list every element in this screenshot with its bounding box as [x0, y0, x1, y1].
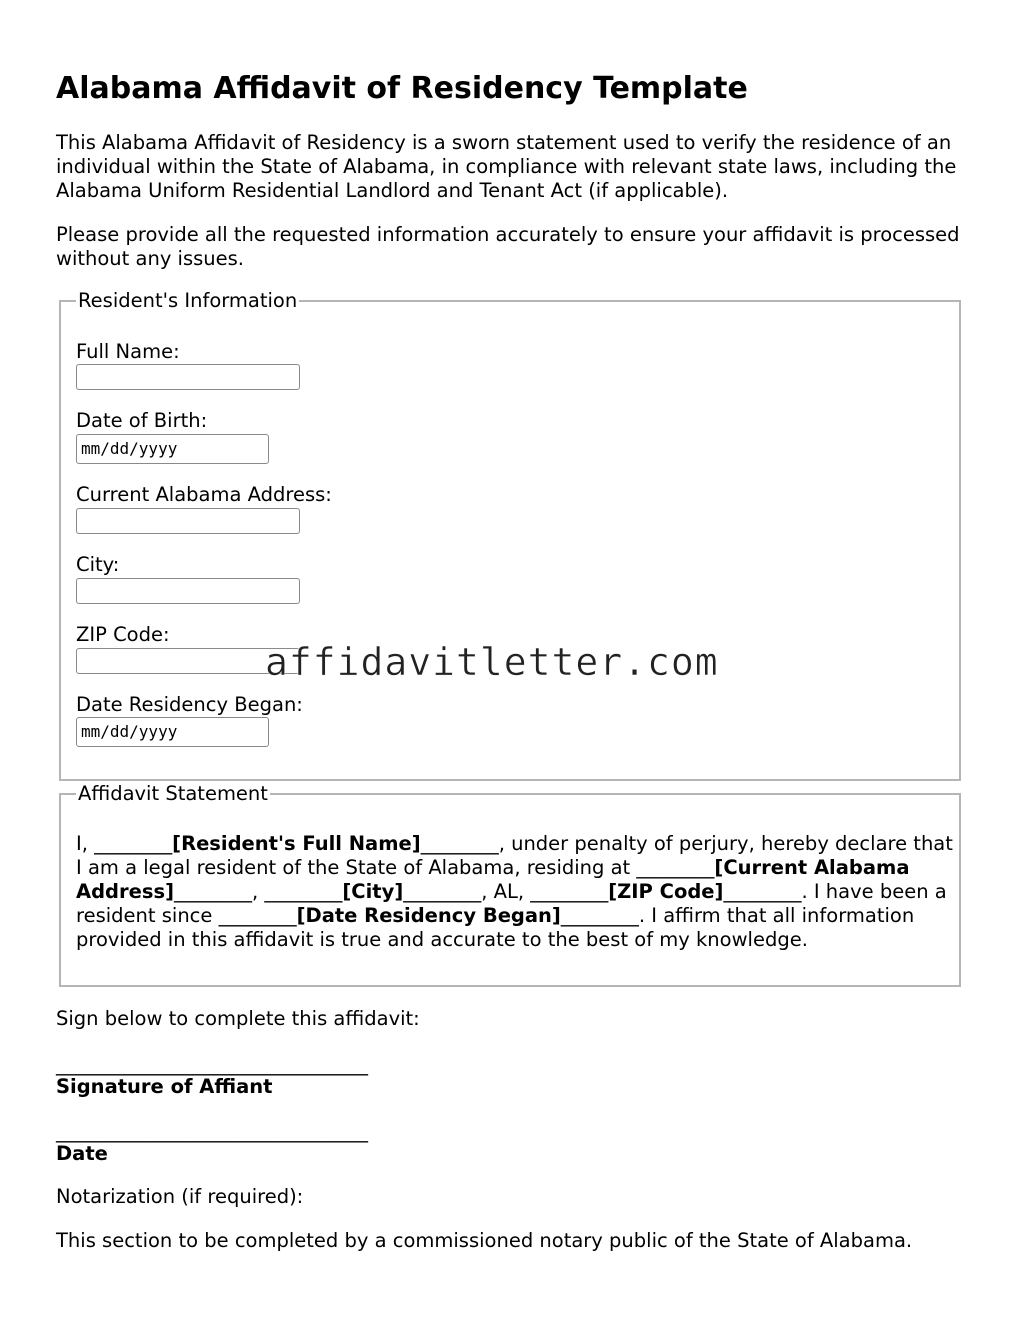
- city-label: City:: [76, 553, 120, 576]
- date-line: ________________________________: [56, 1120, 368, 1143]
- zip-label: ZIP Code:: [76, 623, 170, 646]
- address-input[interactable]: [76, 508, 300, 534]
- dob-label: Date of Birth:: [76, 409, 208, 432]
- residency-date-label: Date Residency Began:: [76, 693, 303, 716]
- resident-info-legend: Resident's Information: [78, 289, 298, 312]
- date-label: Date: [56, 1142, 108, 1165]
- residency-date-placeholder: [Date Residency Began]: [296, 904, 561, 927]
- instructions-paragraph: Please provide all the requested information accurately to ensure your affidavit is processed without any issues.: [56, 223, 960, 270]
- zip-placeholder: [ZIP Code]: [608, 880, 724, 903]
- page-title: Alabama Affidavit of Residency Template: [56, 71, 748, 106]
- address-label: Current Alabama Address:: [76, 483, 332, 506]
- affidavit-statement-legend: Affidavit Statement: [78, 782, 268, 805]
- full-name-placeholder: [Resident's Full Name]: [172, 832, 421, 855]
- city-input[interactable]: [76, 578, 300, 604]
- dob-date-input[interactable]: mm/dd/yyyy: [76, 434, 269, 464]
- full-name-input[interactable]: [76, 364, 300, 390]
- full-name-label: Full Name:: [76, 340, 180, 363]
- affidavit-statement-text: I, ________[Resident's Full Name]________, under penalty of perjury, hereby declare that I am a legal resident of the State of Alabama, residing at ________[Current Alabama Address]________, ________[City]________, AL, ________[ZIP Code]________. I have been a resident since ________[Date Residency Began]________. I affirm that all information provided in this affidavit is true and accurate to the best of my knowledge.: [76, 832, 953, 951]
- intro-paragraph: This Alabama Affidavit of Residency is a sworn statement used to verify the residence of an individual within the State of Alabama, in compliance with relevant state laws, including the Alabama Uniform Residential Landlord and Tenant Act (if applicable).: [56, 131, 957, 202]
- watermark-text: affidavitletter.com: [265, 640, 719, 684]
- notarization-heading: Notarization (if required):: [56, 1185, 304, 1208]
- signature-line: ________________________________: [56, 1053, 368, 1076]
- sign-prompt: Sign below to complete this affidavit:: [56, 1007, 420, 1030]
- address-placeholder: [Current Alabama Address]: [76, 856, 910, 903]
- city-placeholder: [City]: [342, 880, 404, 903]
- signature-label: Signature of Affiant: [56, 1075, 273, 1098]
- residency-date-input[interactable]: mm/dd/yyyy: [76, 717, 269, 747]
- notary-note: This section to be completed by a commissioned notary public of the State of Alabama.: [56, 1229, 913, 1252]
